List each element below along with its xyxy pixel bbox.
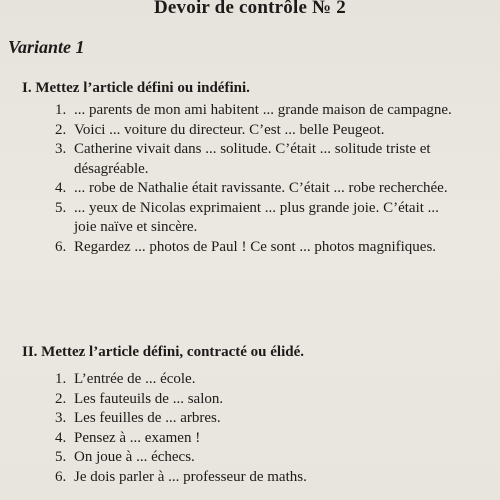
exercise-item — [55, 390, 475, 410]
item-text: Regardez ... photos de Paul ! Ce sont ... photos magnifiques. — [74, 238, 437, 255]
exercise-item — [55, 101, 465, 121]
item-text: Voici ... voiture du directeur. C’est ... belle Peugeot. — [74, 121, 385, 138]
item-text: ... yeux de Nicolas exprimaient ... plus grande joie. C’était ... joie naïve et sincère. — [74, 199, 439, 235]
page-title: Devoir de contrôle № 2 — [154, 0, 346, 18]
item-number: 5. — [55, 449, 67, 465]
exercise-item — [55, 238, 465, 258]
section-2-list — [55, 370, 475, 487]
exercise-item — [55, 121, 465, 141]
item-text: On joue à ... échecs. — [74, 449, 195, 465]
item-number: 1. — [55, 102, 67, 118]
exercise-item — [55, 179, 465, 199]
item-text: Les feuilles de ... arbres. — [74, 410, 221, 426]
section-2-heading: II. Mettez l’article défini, contracté ou élidé. — [22, 344, 304, 360]
item-text: L’entrée de ... école. — [74, 371, 196, 387]
item-text: ... robe de Nathalie était ravissante. C’était ... robe recherchée. — [74, 180, 448, 196]
item-number: 6. — [55, 468, 67, 485]
exercise-item — [55, 199, 465, 238]
exercise-item — [55, 468, 475, 488]
item-text: Catherine vivait dans ... solitude. C’était ... solitude triste et désagréable. — [74, 141, 431, 177]
variant-label: Variante 1 — [8, 37, 85, 57]
exercise-item — [55, 429, 475, 449]
exercise-item — [55, 448, 475, 468]
item-number: 2. — [55, 390, 67, 407]
item-text: ... parents de mon ami habitent ... grande maison de campagne. — [74, 102, 452, 118]
item-number: 3. — [55, 141, 67, 157]
item-number: 2. — [55, 121, 67, 138]
exercise-item — [55, 370, 475, 390]
exercise-item — [55, 140, 465, 179]
item-text: Je dois parler à ... professeur de maths. — [74, 468, 307, 485]
item-number: 4. — [55, 429, 67, 446]
item-number: 1. — [55, 371, 67, 387]
item-number: 5. — [55, 199, 67, 216]
item-text: Pensez à ... examen ! — [74, 429, 201, 446]
item-text: Les fauteuils de ... salon. — [74, 390, 224, 407]
section-1-heading: I. Mettez l’article défini ou indéfini. — [22, 80, 250, 96]
item-number: 4. — [55, 180, 67, 196]
item-number: 6. — [55, 238, 67, 255]
item-number: 3. — [55, 410, 67, 426]
section-1-list — [55, 101, 465, 257]
exercise-item — [55, 409, 475, 429]
